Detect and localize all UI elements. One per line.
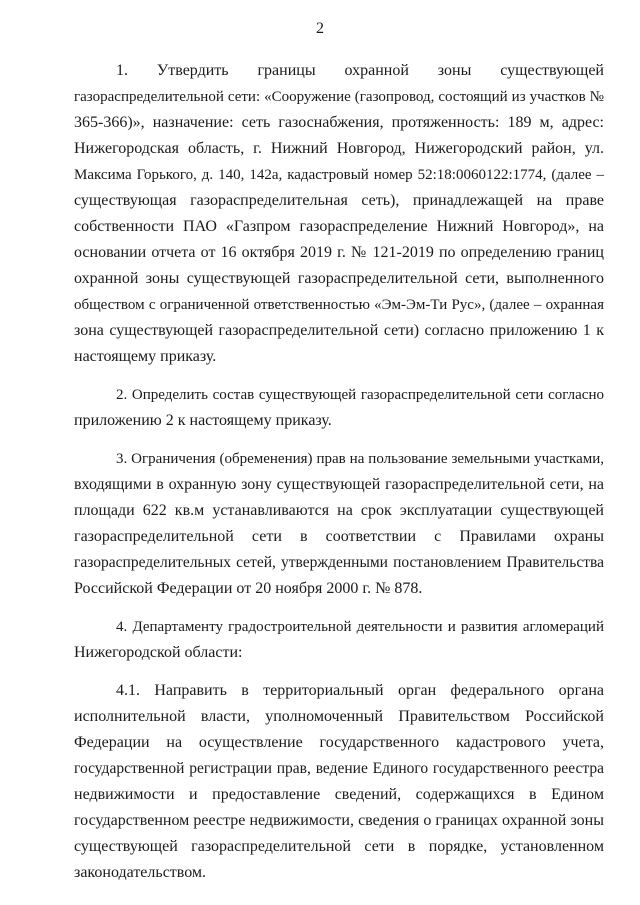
paragraph-line: настоящему приказу.	[74, 348, 217, 365]
paragraph-line: существующей газораспределительной сети в порядке, установленном	[74, 838, 604, 855]
paragraph-line: 4.1. Направить в территориальный орган федерального органа	[116, 682, 604, 699]
document-body	[74, 58, 604, 886]
paragraph-line: 1. Утвердить границы охранной зоны существующей	[116, 62, 604, 79]
paragraph-1	[74, 58, 604, 370]
paragraph-2	[74, 382, 604, 434]
paragraph-line: исполнительной власти, уполномоченный Правительством Российской	[74, 708, 604, 725]
paragraph-line: 365-366)», назначение: сеть газоснабжения, протяженность: 189 м, адрес:	[74, 114, 604, 131]
paragraph-line: площади 622 кв.м устанавливаются на срок эксплуатации существующей	[74, 502, 604, 519]
paragraph-line: приложению 2 к настоящему приказу.	[74, 412, 332, 429]
paragraph-line: Российской Федерации от 20 ноября 2000 г. № 878.	[74, 580, 423, 597]
paragraph-line: государственном реестре недвижимости, сведения о границах охранной зоны	[74, 812, 604, 829]
paragraph-line: газораспределительной сети в соответствии с Правилами охраны	[74, 528, 604, 545]
paragraph-line: законодательством.	[74, 864, 207, 881]
paragraph-line: основании отчета от 16 октября 2019 г. № 121-2019 по определению границ	[74, 244, 604, 261]
paragraph-line: государственной регистрации прав, ведение Единого государственного реестра	[74, 760, 604, 777]
paragraph-3	[74, 446, 604, 602]
paragraph-line: собственности ПАО «Газпром газораспределение Нижний Новгород», на	[74, 218, 604, 235]
page-number: 2	[316, 20, 324, 37]
paragraph-4-1	[74, 678, 604, 886]
paragraph-line: Максима Горького, д. 140, 142а, кадастровый номер 52:18:0060122:1774, (далее –	[74, 167, 604, 183]
paragraph-line: Федерации на осуществление государственного кадастрового учета,	[74, 734, 604, 751]
paragraph-line: 3. Ограничения (обременения) прав на пользование земельными участками,	[116, 451, 604, 467]
paragraph-line: газораспределительной сети: «Сооружение (газопровод, состоящий из участков №	[74, 89, 604, 105]
paragraph-line: газораспределительных сетей, утвержденными постановлением Правительства	[74, 554, 604, 571]
paragraph-4	[74, 614, 604, 666]
paragraph-line: зона существующей газораспределительной сети) согласно приложению 1 к	[74, 322, 604, 339]
paragraph-line: Нижегородская область, г. Нижний Новгород, Нижегородский район, ул.	[74, 140, 604, 157]
paragraph-line: обществом с ограниченной ответственностью «Эм-Эм-Ти Рус», (далее – охранная	[74, 297, 604, 313]
paragraph-line: входящими в охранную зону существующей газораспределительной сети, на	[74, 476, 604, 493]
paragraph-line: недвижимости и предоставление сведений, содержащихся в Едином	[74, 786, 604, 803]
paragraph-line: 2. Определить состав существующей газораспределительной сети согласно	[116, 387, 604, 403]
paragraph-line: Нижегородской области:	[74, 644, 243, 661]
paragraph-line: 4. Департаменту градостроительной деятельности и развития агломераций	[116, 619, 604, 635]
paragraph-line: существующая газораспределительная сеть), принадлежащей на праве	[74, 192, 604, 209]
paragraph-line: охранной зоны существующей газораспределительной сети, выполненного	[74, 270, 604, 287]
